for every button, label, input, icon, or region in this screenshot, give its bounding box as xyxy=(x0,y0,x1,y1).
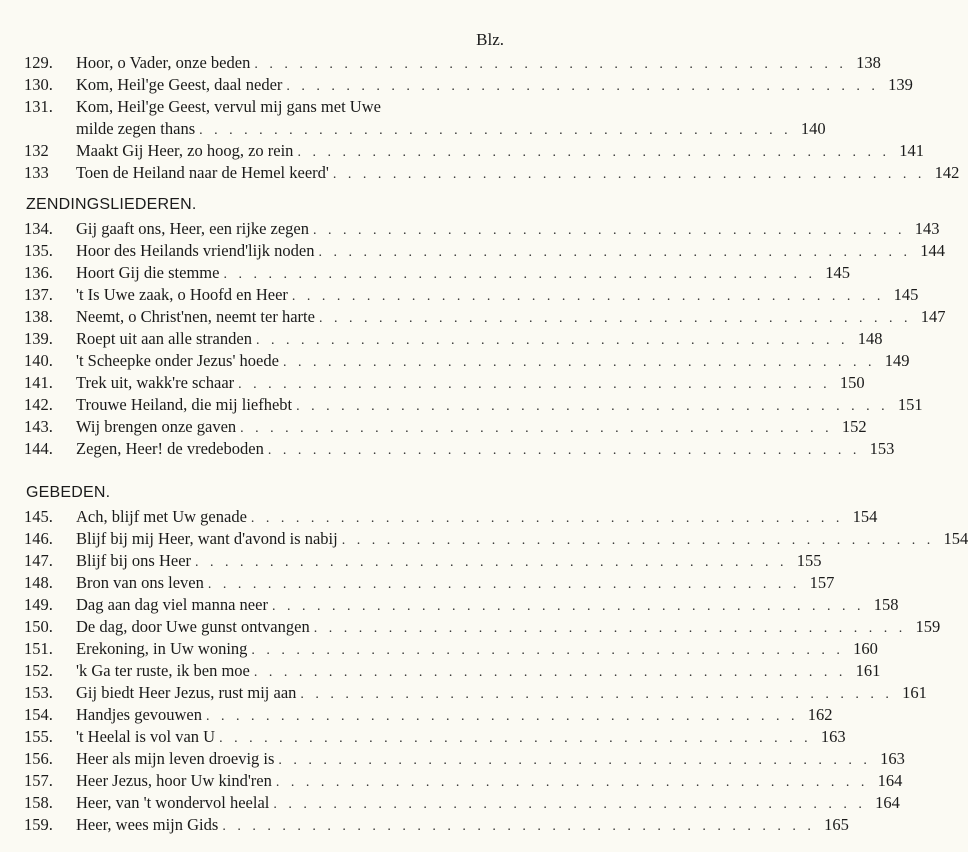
toc-entry xyxy=(24,682,927,704)
entry-title: Gij gaaft ons, Heer, een rijke zegen xyxy=(76,219,309,238)
entry-title: Hoor des Heilands vriend'lijk noden xyxy=(76,241,315,260)
leader-dots xyxy=(218,816,819,838)
leader-dots xyxy=(274,750,875,772)
entry-title: Heer, van 't wondervol heelal xyxy=(76,793,270,812)
toc-entry xyxy=(24,770,903,792)
entry-number: 139. xyxy=(24,329,53,348)
leader-dots xyxy=(195,120,796,142)
toc-entry xyxy=(24,748,905,770)
toc-entry xyxy=(24,218,940,240)
entry-page-number: 148 xyxy=(857,329,883,348)
entry-page-number: 159 xyxy=(915,617,941,636)
toc-entry xyxy=(24,262,850,284)
toc-entry xyxy=(24,284,919,306)
page-column-label: Blz. xyxy=(476,30,504,49)
toc-entry xyxy=(24,306,946,328)
entry-title: 't Scheepke onder Jezus' hoede xyxy=(76,351,279,370)
leader-dots xyxy=(279,352,880,374)
entry-page-number: 139 xyxy=(888,75,913,94)
leader-dots xyxy=(309,220,910,242)
leader-dots xyxy=(282,76,883,98)
entry-number: 157. xyxy=(24,771,53,790)
entry-title: 't Is Uwe zaak, o Hoofd en Heer xyxy=(76,285,288,304)
leader-dots xyxy=(292,396,893,418)
entry-title: Handjes gevouwen xyxy=(76,705,203,724)
leader-dots xyxy=(315,242,916,264)
leader-dots xyxy=(236,418,837,440)
entry-page-number: 144 xyxy=(920,241,946,260)
leader-dots xyxy=(234,374,835,396)
entry-page-number: 164 xyxy=(875,793,900,812)
leader-dots xyxy=(247,508,848,530)
toc-entry xyxy=(24,572,835,594)
toc-entry xyxy=(24,416,867,438)
leader-dots xyxy=(296,684,897,706)
entry-number: 158. xyxy=(24,793,53,812)
entry-page-number: 155 xyxy=(796,551,822,570)
entry-page-number: 142 xyxy=(934,163,960,182)
entry-number: 134. xyxy=(24,219,53,238)
leader-dots xyxy=(310,618,911,640)
entry-number: 153. xyxy=(24,683,53,702)
entry-number: 146. xyxy=(24,529,53,548)
entry-number: 143. xyxy=(24,417,53,436)
entry-page-number: 164 xyxy=(877,771,903,790)
entry-page-number: 143 xyxy=(914,219,940,238)
leader-dots xyxy=(204,574,805,596)
entry-number: 144. xyxy=(24,439,53,458)
entry-page-number: 158 xyxy=(873,595,899,614)
entry-page-number: 161 xyxy=(855,661,881,680)
toc-entry xyxy=(24,394,923,416)
entry-title: Trek uit, wakk're schaar xyxy=(76,373,235,392)
entry-number: 131. xyxy=(24,97,53,116)
entry-title: Maakt Gij Heer, zo hoog, zo rein xyxy=(76,141,294,160)
entry-title: Bron van ons leven xyxy=(76,573,204,592)
entry-number: 130. xyxy=(24,75,53,94)
toc-entry xyxy=(24,240,946,262)
entry-title: Heer Jezus, hoor Uw kind'ren xyxy=(76,771,272,790)
entry-title: 'k Ga ter ruste, ik ben moe xyxy=(76,661,250,680)
leader-dots xyxy=(269,794,870,816)
leader-dots xyxy=(329,164,930,186)
entry-title: 't Heelal is vol van U xyxy=(76,727,216,746)
toc-entry xyxy=(24,140,924,162)
entry-number: 150. xyxy=(24,617,53,636)
entry-number: 151. xyxy=(24,639,53,658)
entry-page-number: 163 xyxy=(880,749,905,768)
entry-title: Hoor, o Vader, onze beden xyxy=(76,53,251,72)
entry-title: Ach, blijf met Uw genade xyxy=(76,507,247,526)
entry-title: Wij brengen onze gaven xyxy=(76,417,237,436)
entry-page-number: 141 xyxy=(899,141,924,160)
toc-entry xyxy=(24,162,960,184)
entry-page-number: 161 xyxy=(902,683,927,702)
leader-dots xyxy=(252,330,853,352)
leader-dots xyxy=(247,640,848,662)
entry-number: 133 xyxy=(24,163,49,182)
section-heading: ZENDINGSLIEDEREN. xyxy=(26,196,197,213)
leader-dots xyxy=(264,440,865,462)
entry-page-number: 145 xyxy=(825,263,850,282)
toc-entry xyxy=(24,814,849,836)
entry-number: 159. xyxy=(24,815,53,834)
toc-entry xyxy=(24,616,941,638)
entry-page-number: 145 xyxy=(893,285,919,304)
toc-entry xyxy=(24,638,878,660)
entry-page-number: 153 xyxy=(869,439,895,458)
toc-entry xyxy=(24,96,826,140)
leader-dots xyxy=(202,706,803,728)
entry-title: Erekoning, in Uw woning xyxy=(76,639,248,658)
leader-dots xyxy=(215,728,816,750)
leader-dots xyxy=(338,530,939,552)
toc-entry xyxy=(24,528,968,550)
entry-number: 135. xyxy=(24,241,53,260)
toc-entry xyxy=(24,350,910,372)
leader-dots xyxy=(288,286,889,308)
entry-page-number: 165 xyxy=(824,815,849,834)
toc-entry xyxy=(24,372,865,394)
entry-title: Toen de Heiland naar de Hemel keerd' xyxy=(76,163,329,182)
entry-title: Blijf bij ons Heer xyxy=(76,551,192,570)
entry-page-number: 147 xyxy=(920,307,946,326)
entry-number: 138. xyxy=(24,307,53,326)
entry-title: Kom, Heil'ge Geest, daal neder xyxy=(76,75,283,94)
entry-number: 136. xyxy=(24,263,53,282)
toc-entry xyxy=(24,506,878,528)
entry-number: 149. xyxy=(24,595,53,614)
leader-dots xyxy=(250,662,851,684)
toc-entry xyxy=(24,792,900,814)
toc-entry xyxy=(24,594,899,616)
toc-entry xyxy=(24,52,881,74)
entry-number: 142. xyxy=(24,395,53,414)
entry-title: Roept uit aan alle stranden xyxy=(76,329,252,348)
entry-title: Hoort Gij die stemme xyxy=(76,263,220,282)
toc-entry xyxy=(24,704,833,726)
toc-entry xyxy=(24,660,881,682)
entry-page-number: 157 xyxy=(809,573,835,592)
entry-page-number: 154 xyxy=(852,507,878,526)
entry-number: 155. xyxy=(24,727,53,746)
entry-page-number: 160 xyxy=(853,639,878,658)
toc-entry xyxy=(24,550,822,572)
toc-entry xyxy=(24,438,895,460)
toc-entry xyxy=(24,726,846,748)
leader-dots xyxy=(250,54,851,76)
entry-page-number: 154 xyxy=(943,529,968,548)
leader-dots xyxy=(272,772,873,794)
entry-title: Neemt, o Christ'nen, neemt ter harte xyxy=(76,307,315,326)
leader-dots xyxy=(268,596,869,618)
entry-number: 152. xyxy=(24,661,53,680)
entry-page-number: 151 xyxy=(897,395,923,414)
entry-number: 137. xyxy=(24,285,53,304)
entry-number: 154. xyxy=(24,705,53,724)
section-heading: GEBEDEN. xyxy=(26,484,111,501)
entry-title: Heer als mijn leven droevig is xyxy=(76,749,275,768)
leader-dots xyxy=(293,142,894,164)
leader-dots xyxy=(315,308,916,330)
entry-title-continued: milde zegen thans xyxy=(76,119,196,138)
entry-page-number: 163 xyxy=(820,727,846,746)
entry-page-number: 138 xyxy=(856,53,881,72)
entry-page-number: 152 xyxy=(841,417,867,436)
table-of-contents xyxy=(24,52,968,836)
entry-page-number: 162 xyxy=(807,705,833,724)
entry-title: Kom, Heil'ge Geest, vervul mij gans met Uwe xyxy=(76,97,381,116)
entry-number: 148. xyxy=(24,573,53,592)
entry-page-number: 149 xyxy=(884,351,910,370)
entry-title: Heer, wees mijn Gids xyxy=(76,815,219,834)
leader-dots xyxy=(191,552,792,574)
entry-number: 140. xyxy=(24,351,53,370)
entry-number: 147. xyxy=(24,551,53,570)
entry-title: Gij biedt Heer Jezus, rust mij aan xyxy=(76,683,297,702)
toc-entry xyxy=(24,74,913,96)
leader-dots xyxy=(219,264,820,286)
entry-title: Blijf bij mij Heer, want d'avond is nabij xyxy=(76,529,338,548)
toc-entry xyxy=(24,328,883,350)
entry-number: 156. xyxy=(24,749,53,768)
entry-title: Dag aan dag viel manna neer xyxy=(76,595,268,614)
entry-page-number: 150 xyxy=(839,373,865,392)
entry-title: De dag, door Uwe gunst ontvangen xyxy=(76,617,310,636)
entry-number: 141. xyxy=(24,373,53,392)
entry-number: 129. xyxy=(24,53,53,72)
entry-title: Zegen, Heer! de vredeboden xyxy=(76,439,264,458)
entry-title: Trouwe Heiland, die mij liefhebt xyxy=(76,395,293,414)
entry-number: 132 xyxy=(24,141,49,160)
entry-number: 145. xyxy=(24,507,53,526)
entry-page-number: 140 xyxy=(800,119,826,138)
